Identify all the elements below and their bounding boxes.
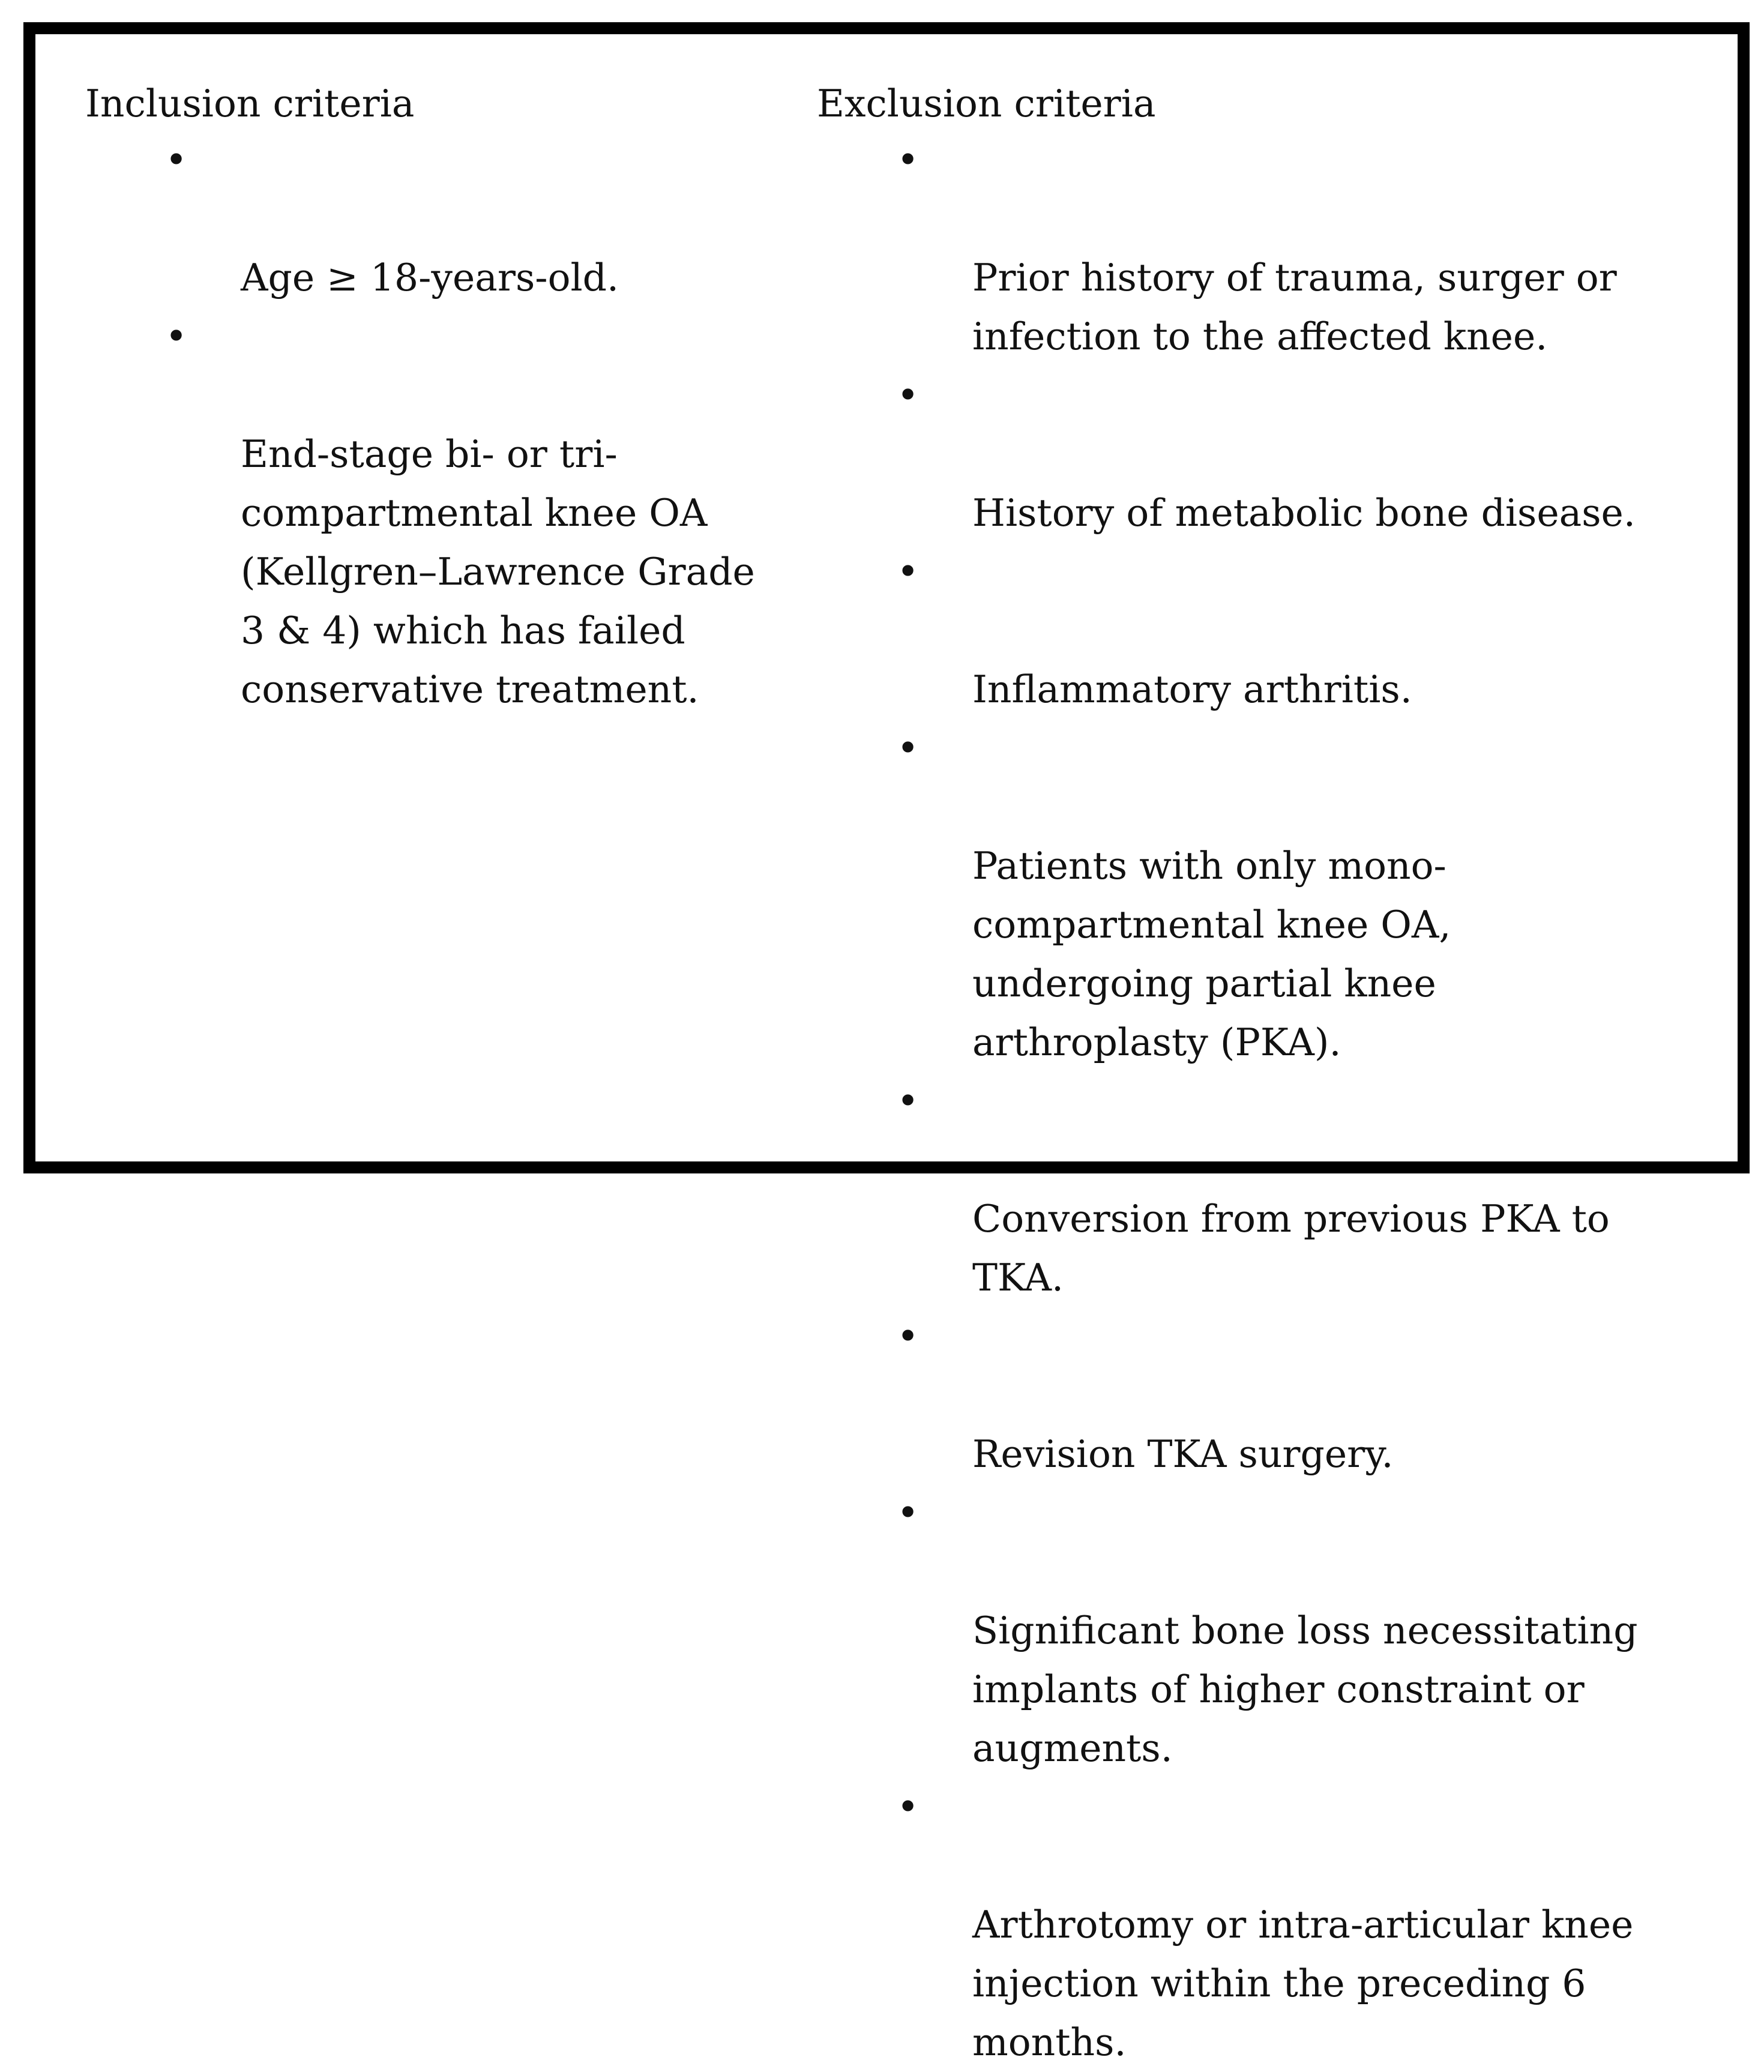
exclusion-item xyxy=(817,131,1638,366)
inclusion-item-text: End-stage bi- or tri- compartmental knee OA (Kellgren–Lawrence Grade 3 & 4) which has failed conservative treatment. xyxy=(241,432,755,711)
bullet-icon: • xyxy=(897,1315,920,1358)
inclusion-item xyxy=(85,307,755,719)
bullet-icon: • xyxy=(165,138,188,182)
exclusion-item xyxy=(817,1484,1638,1778)
inclusion-heading: Inclusion criteria xyxy=(85,82,415,125)
exclusion-item xyxy=(817,719,1638,1072)
exclusion-item xyxy=(817,1307,1638,1484)
exclusion-item-text: Prior history of trauma, surger or infection to the affected knee. xyxy=(972,256,1617,358)
exclusion-item xyxy=(817,543,1638,719)
exclusion-item-text: Inflammatory arthritis. xyxy=(972,667,1412,711)
bullet-icon: • xyxy=(165,315,188,358)
exclusion-list xyxy=(817,131,1638,2072)
bullet-icon: • xyxy=(897,1785,920,1829)
inclusion-list xyxy=(85,131,755,719)
exclusion-item-text: Significant bone loss necessitating implants of higher constraint or augments. xyxy=(972,1609,1638,1770)
exclusion-item xyxy=(817,366,1638,543)
bullet-icon: • xyxy=(897,1491,920,1535)
exclusion-item-text: Revision TKA surgery. xyxy=(972,1432,1394,1476)
exclusion-item-text: History of metabolic bone disease. xyxy=(972,491,1636,535)
exclusion-heading: Exclusion criteria xyxy=(817,82,1156,125)
bullet-icon: • xyxy=(897,550,920,594)
bullet-icon: • xyxy=(897,373,920,417)
bullet-icon: • xyxy=(897,138,920,182)
bullet-icon: • xyxy=(897,726,920,770)
exclusion-item xyxy=(817,1778,1638,2072)
exclusion-item-text: Conversion from previous PKA to TKA. xyxy=(972,1197,1610,1300)
inclusion-item xyxy=(85,131,755,307)
exclusion-item xyxy=(817,1072,1638,1307)
criteria-table-frame xyxy=(23,22,1750,2064)
inclusion-item-text: Age ≥ 18-years-old. xyxy=(241,256,619,300)
bullet-icon: • xyxy=(897,1079,920,1123)
exclusion-item-text: Arthrotomy or intra-articular knee injection within the preceding 6 months. xyxy=(972,1903,1634,2064)
exclusion-item-text: Patients with only mono- compartmental knee OA, undergoing partial knee arthroplasty (PKA). xyxy=(972,844,1451,1064)
